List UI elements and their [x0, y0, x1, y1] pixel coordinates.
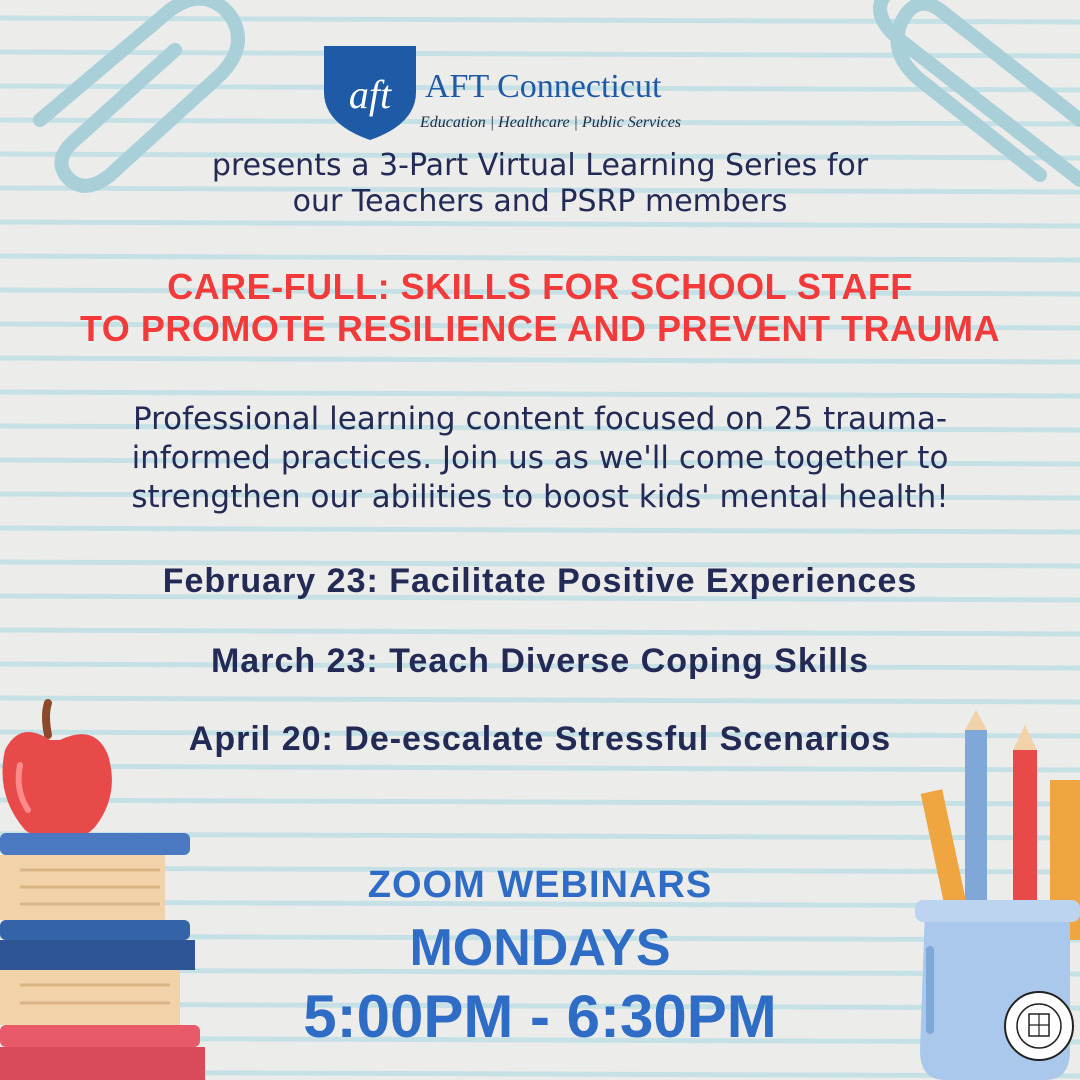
session-date: March 23: Teach Diverse Coping Skills: [210, 642, 870, 680]
notebook-line: [0, 256, 1080, 260]
session-date: April 20: De-escalate Stressful Scenarios: [188, 720, 892, 758]
session-date: February 23: Facilitate Positive Experiences: [162, 562, 918, 600]
union-seal-icon: [1003, 990, 1075, 1062]
notebook-line: [0, 392, 1080, 396]
intro-line: our Teachers and PSRP members: [292, 184, 788, 219]
description-line: Professional learning content focused on 25 trauma-: [132, 401, 948, 437]
logo-tagline: Education | Healthcare | Public Services: [420, 114, 682, 131]
notebook-line: [0, 528, 1080, 532]
intro-line: presents a 3-Part Virtual Learning Series for: [211, 148, 869, 183]
notebook-line: [0, 698, 1080, 702]
headline-line: TO PROMOTE RESILIENCE AND PREVENT TRAUMA: [79, 308, 1001, 349]
logo-name: AFT Connecticut: [425, 68, 662, 105]
headline-line: CARE-FULL: SKILLS FOR SCHOOL STAFF: [167, 266, 913, 307]
apple-icon: [0, 695, 120, 845]
event-time: 5:00PM - 6:30PM: [303, 983, 777, 1050]
event-format: ZOOM WEBINARS: [367, 864, 713, 906]
aft-connecticut-logo: [320, 42, 740, 142]
notebook-line: [0, 358, 1080, 362]
description-line: informed practices. Join us as we'll come together to: [131, 440, 949, 476]
description: [0, 400, 1080, 517]
notebook-line: [0, 630, 1080, 634]
logo-mark: aft: [348, 72, 392, 117]
aft-shield-icon: [320, 42, 420, 142]
event-day: MONDAYS: [409, 919, 671, 977]
headline: [0, 266, 1080, 350]
description-line: strengthen our abilities to boost kids' mental health!: [131, 479, 949, 515]
intro-text: [0, 148, 1080, 220]
